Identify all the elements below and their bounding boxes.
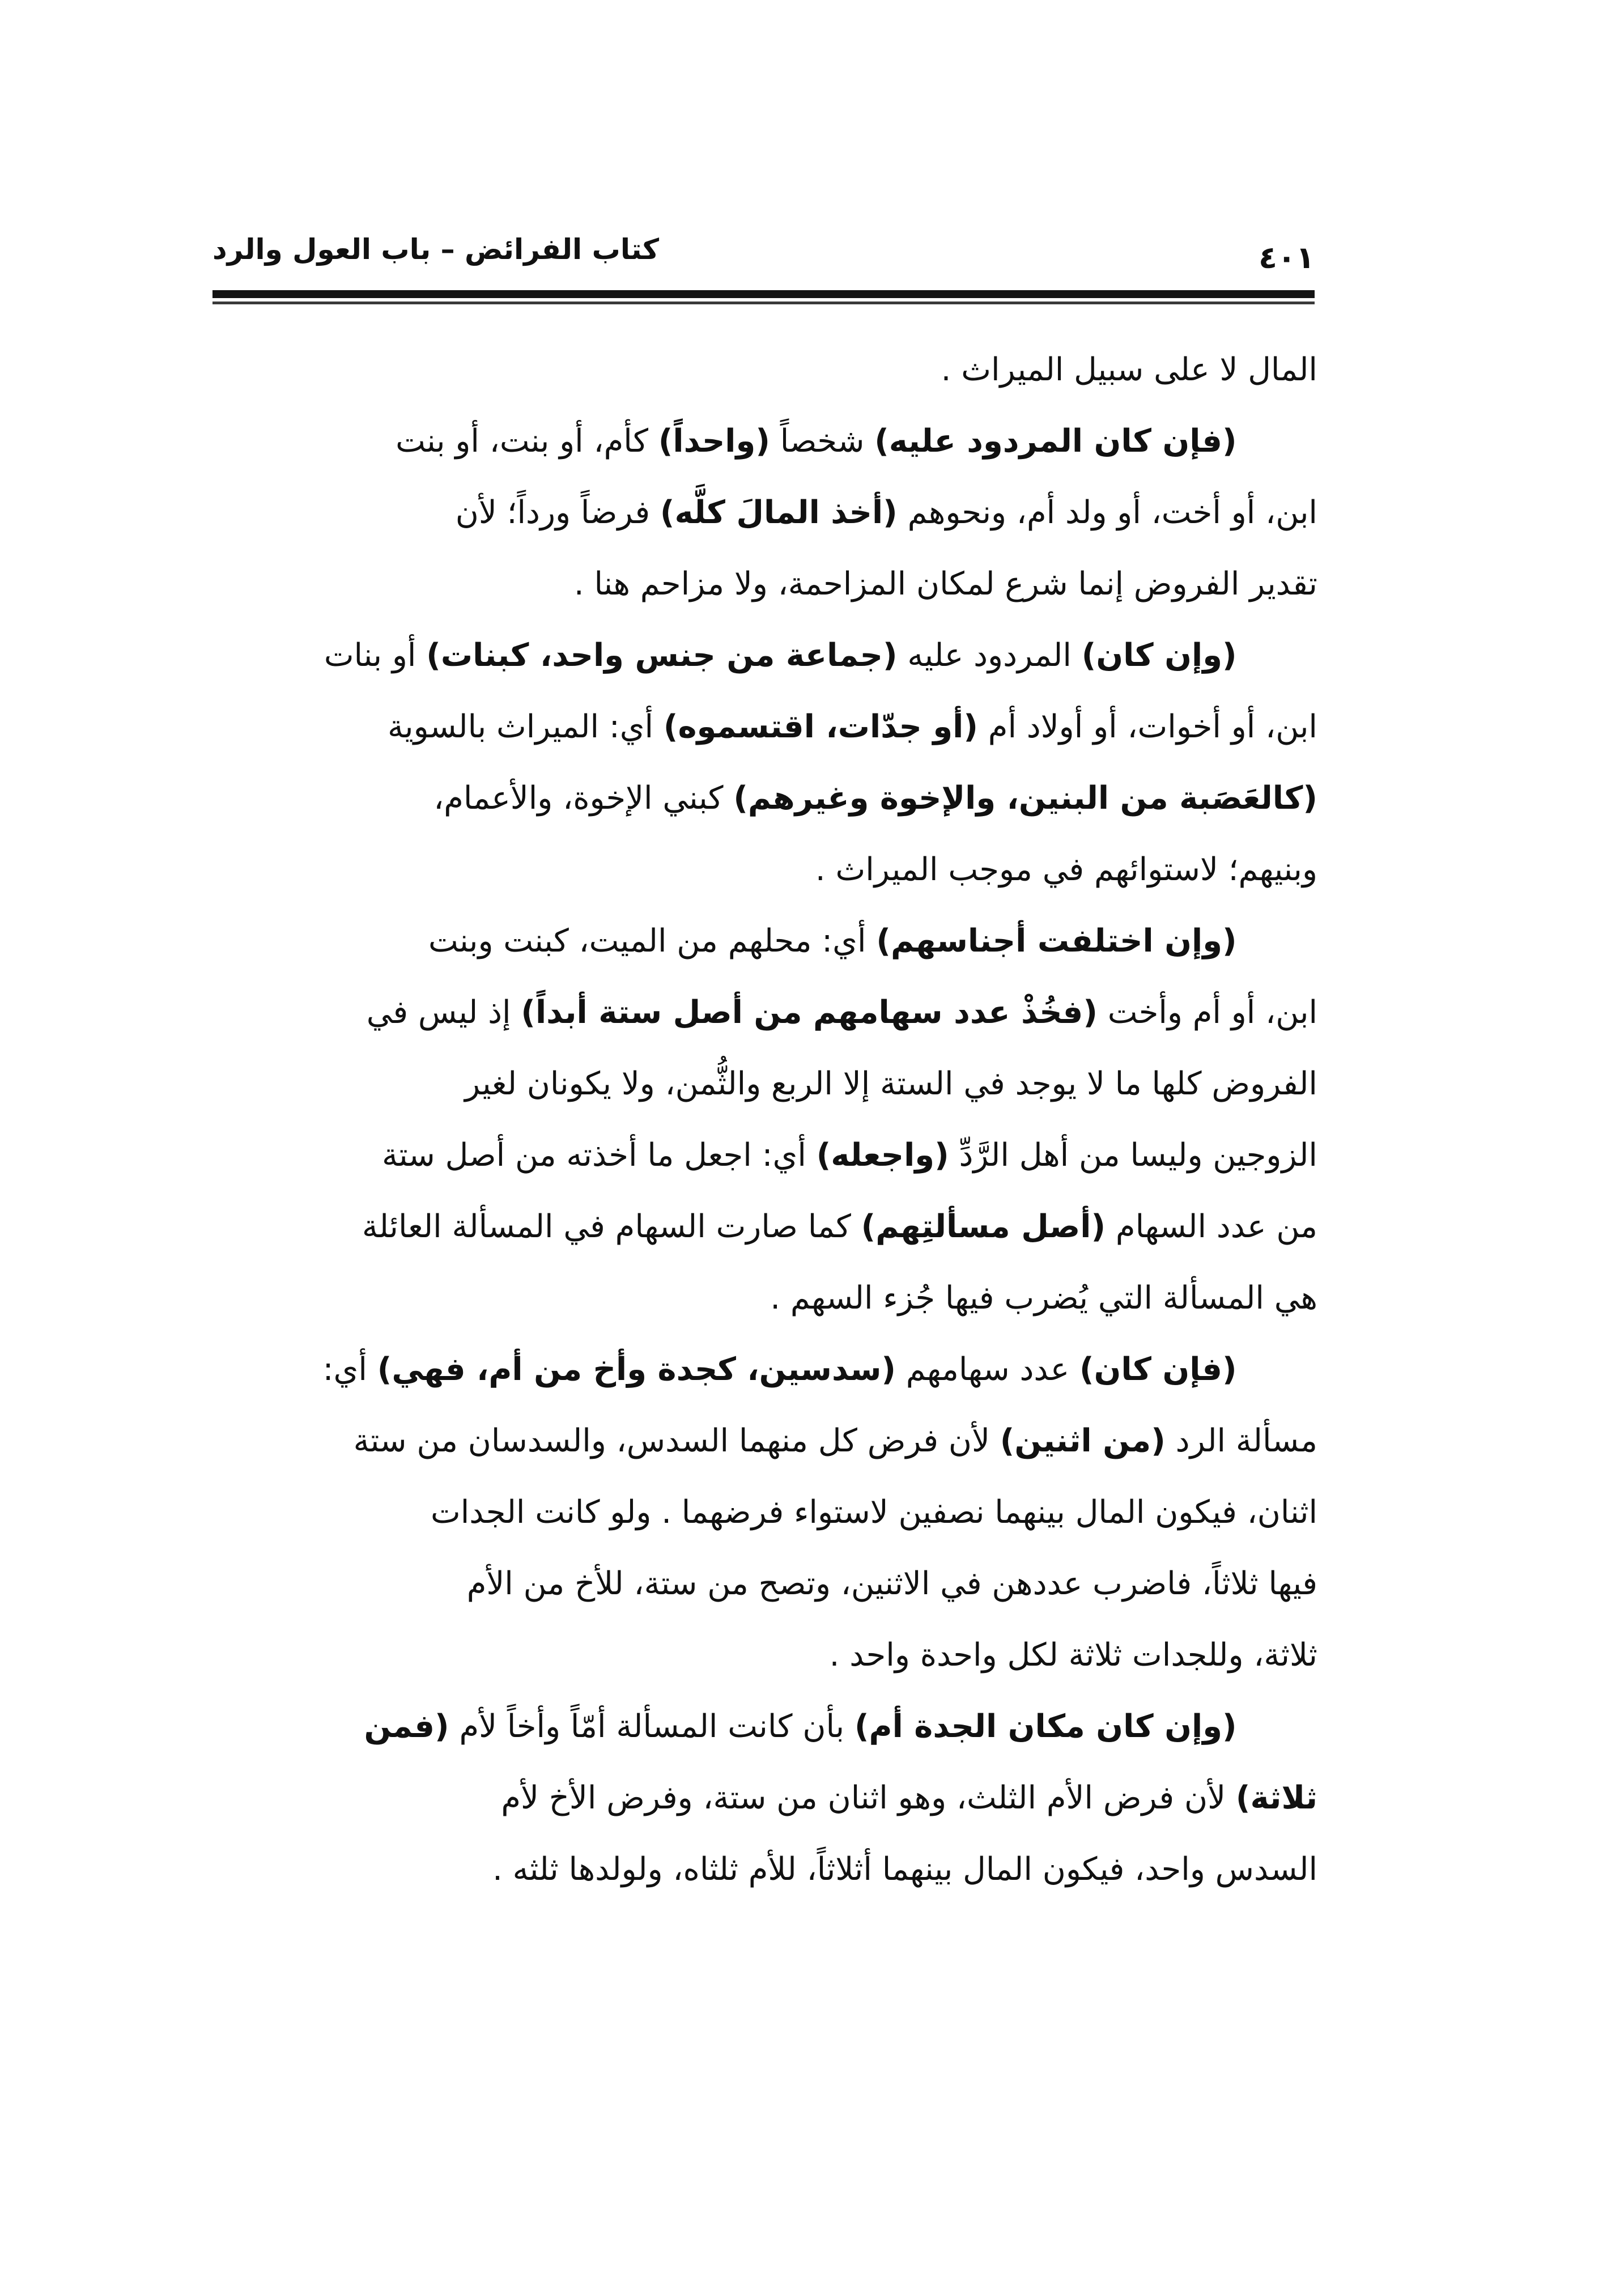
bold-matn-text: (واجعله) — [816, 1137, 949, 1174]
commentary-text — [1237, 923, 1317, 959]
text-line — [210, 334, 1317, 406]
header-rule-thin — [212, 302, 1315, 304]
text-line — [210, 477, 1317, 549]
commentary-text: أي: — [322, 1351, 377, 1388]
text-line — [210, 834, 1317, 906]
bold-matn-text: (وإن كان مكان الجدة أم) — [854, 1708, 1237, 1745]
text-line — [210, 1691, 1317, 1763]
bold-matn-text: (فمن — [364, 1708, 449, 1745]
text-line — [210, 1834, 1317, 1905]
text-line — [210, 1548, 1317, 1620]
text-line — [210, 1477, 1317, 1548]
bold-matn-text: (من اثنين) — [1000, 1422, 1166, 1459]
commentary-text: أو بنات — [324, 637, 427, 674]
bold-matn-text: (فإن كان المردود عليه) — [874, 423, 1237, 460]
commentary-text: عدد سهامهم — [895, 1351, 1080, 1388]
commentary-text — [1237, 423, 1317, 460]
commentary-text: أي: الميراث بالسوية — [387, 708, 664, 745]
commentary-text: كبني الإخوة، والأعمام، — [433, 780, 734, 817]
bold-matn-text: (كالعَصَبة من البنين، والإخوة وغيرهم) — [733, 780, 1317, 817]
bold-matn-text: (أخذ المالَ كلَّه) — [660, 494, 898, 531]
bold-matn-text: (جماعة من جنس واحد، كبنات) — [426, 637, 898, 674]
bold-matn-text: (وإن كان) — [1081, 637, 1237, 674]
commentary-text: فرضاً ورداً؛ لأن — [455, 494, 660, 531]
commentary-text: السدس واحد، فيكون المال بينهما أثلاثاً، للأم ثلثاه، ولولدها ثلثه . — [492, 1851, 1317, 1888]
bold-matn-text: (وإن اختلفت أجناسهم) — [876, 923, 1237, 959]
bold-matn-text: (واحداً) — [658, 423, 770, 460]
commentary-text: لأن فرض كل منهما السدس، والسدسان من ستة — [353, 1422, 1000, 1459]
commentary-text: من عدد السهام — [1106, 1208, 1317, 1245]
text-line — [210, 620, 1317, 691]
bold-matn-text: (أو جدّات، اقتسموه) — [663, 708, 978, 745]
commentary-text: بأن كانت المسألة أمّاً وأخاً لأم — [449, 1708, 854, 1745]
commentary-text: ثلاثة، وللجدات ثلاثة لكل واحدة واحد . — [829, 1637, 1317, 1674]
commentary-text: وبنيهم؛ لاستوائهم في موجب الميراث . — [815, 851, 1317, 888]
bold-matn-text: (فخُذْ عدد سهامهم من أصل ستة أبداً) — [521, 994, 1098, 1031]
commentary-text: لأن فرض الأم الثلث، وهو اثنان من ستة، وفرض الأخ لأم — [501, 1780, 1236, 1816]
commentary-text: الزوجين وليسا من أهل الرَّدِّ — [949, 1137, 1317, 1174]
commentary-text: فيها ثلاثاً، فاضرب عددهن في الاثنين، وتصح من ستة، للأخ من الأم — [466, 1565, 1317, 1602]
text-line — [210, 1263, 1317, 1334]
text-line — [210, 1405, 1317, 1477]
text-line — [210, 549, 1317, 620]
commentary-text: المردود عليه — [897, 637, 1082, 674]
bold-matn-text: (سدسين، كجدة وأخ من أم، فهي) — [377, 1351, 896, 1388]
commentary-text: شخصاً — [770, 423, 875, 460]
commentary-text: أي: اجعل ما أخذته من أصل ستة — [381, 1137, 817, 1174]
text-line — [210, 1763, 1317, 1834]
running-title: كتاب الفرائض – باب العول والرد — [212, 233, 660, 266]
commentary-text: ابن، أو أخوات، أو أولاد أم — [977, 708, 1317, 745]
text-line — [210, 1191, 1317, 1263]
commentary-text: ابن، أو أم وأخت — [1097, 994, 1317, 1031]
text-line — [210, 691, 1317, 763]
text-line — [210, 406, 1317, 477]
bold-matn-text: (أصل مسألتِهم) — [861, 1208, 1106, 1245]
text-line — [210, 906, 1317, 977]
commentary-text: هي المسألة التي يُضرب فيها جُزء السهم . — [770, 1280, 1317, 1317]
commentary-text — [1237, 637, 1317, 674]
text-line — [210, 1620, 1317, 1691]
bold-matn-text: ثلاثة) — [1235, 1780, 1317, 1816]
body-text — [210, 334, 1317, 1905]
text-line — [210, 1120, 1317, 1191]
commentary-text: كما صارت السهام في المسألة العائلة — [362, 1208, 861, 1245]
text-line — [210, 763, 1317, 834]
commentary-text: أي: محلهم من الميت، كبنت وبنت — [428, 923, 877, 959]
commentary-text: تقدير الفروض إنما شرع لمكان المزاحمة، ولا مزاحم هنا . — [573, 566, 1317, 602]
commentary-text: كأم، أو بنت، أو بنت — [396, 423, 658, 460]
bold-matn-text: (فإن كان) — [1079, 1351, 1237, 1388]
commentary-text: اثنان، فيكون المال بينهما نصفين لاستواء فرضهما . ولو كانت الجدات — [431, 1494, 1317, 1531]
commentary-text: ابن، أو أخت، أو ولد أم، ونحوهم — [897, 494, 1317, 531]
commentary-text — [1237, 1351, 1317, 1388]
commentary-text: مسألة الرد — [1165, 1422, 1317, 1459]
commentary-text: إذ ليس في — [366, 994, 521, 1031]
commentary-text: الفروض كلها ما لا يوجد في الستة إلا الربع والثُّمن، ولا يكونان لغير — [465, 1065, 1317, 1102]
commentary-text: المال لا على سبيل الميراث . — [941, 351, 1317, 388]
page-number: ٤٠١ — [1259, 240, 1315, 275]
page-header — [212, 224, 1315, 286]
text-line — [210, 977, 1317, 1048]
text-line — [210, 1334, 1317, 1405]
text-line — [210, 1048, 1317, 1120]
commentary-text — [1237, 1708, 1317, 1745]
header-rule-thick — [212, 290, 1315, 298]
